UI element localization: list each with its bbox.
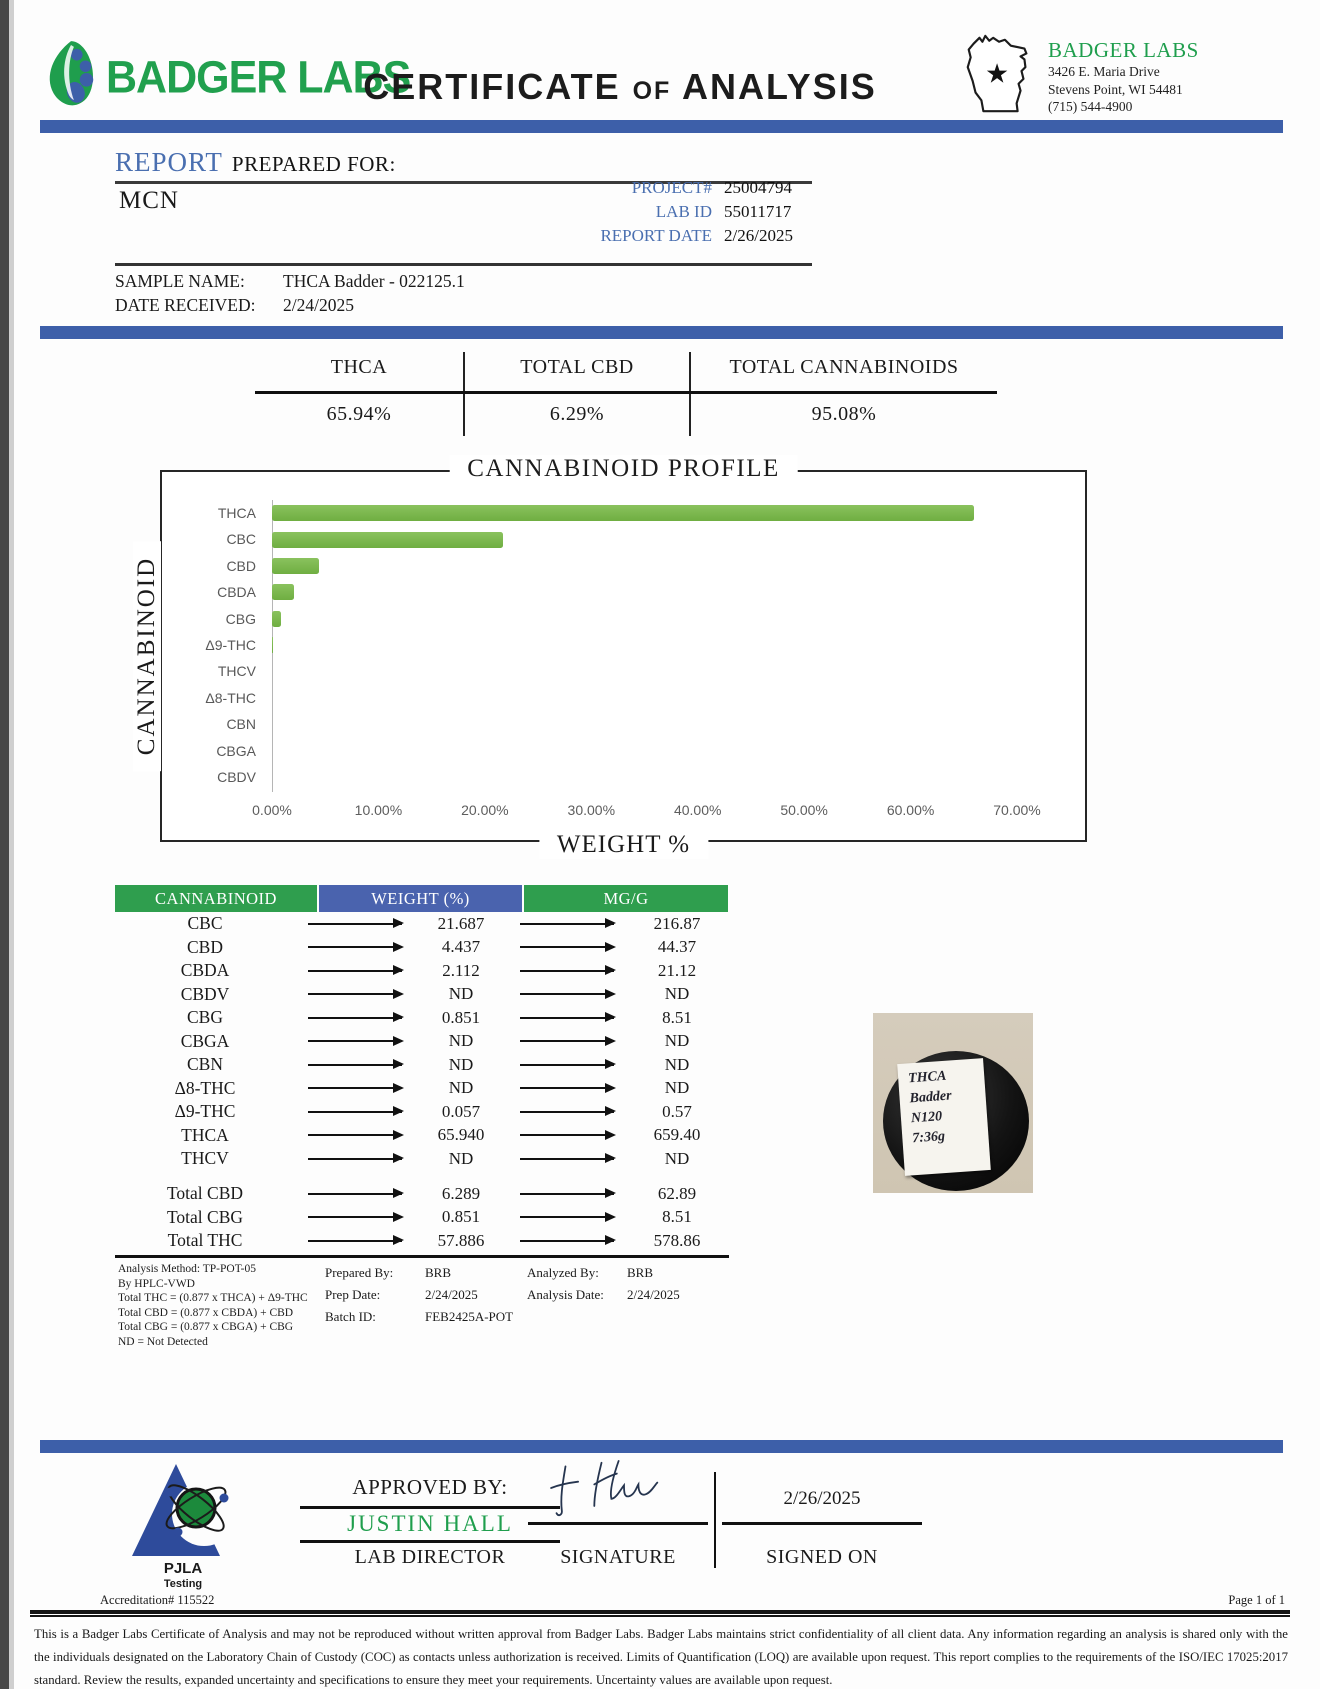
weight-percent-value: 21.687 — [437, 913, 485, 933]
arrow-cell — [295, 1158, 415, 1160]
results-header-cell: WEIGHT (%) — [319, 885, 522, 912]
prep-date-label: Prep Date: — [325, 1287, 381, 1302]
sample-name-value: THCA Badder - 022125.1 — [283, 271, 465, 291]
mg-per-g-value: 0.57 — [662, 1101, 692, 1121]
chart-x-tick-label: 20.00% — [461, 802, 509, 818]
report-heading-secondary: PREPARED FOR: — [231, 152, 396, 176]
table-row — [115, 1100, 727, 1124]
mg-per-g-value: 216.87 — [653, 913, 701, 933]
analyte-name: Total CBD — [166, 1183, 244, 1204]
method-note-line: Total CBG = (0.877 x CBGA) + CBG — [118, 1321, 294, 1333]
arrow-icon — [308, 1040, 402, 1042]
analyte-name: CBG — [187, 1007, 223, 1028]
mg-per-g-value: ND — [664, 1054, 690, 1074]
arrow-cell — [507, 993, 627, 995]
cannabinoid-profile-chart — [133, 455, 1087, 858]
chart-x-tick-label: 70.00% — [993, 802, 1041, 818]
rule-under-approver-name — [300, 1540, 560, 1543]
arrow-cell — [507, 1087, 627, 1089]
report-meta-label: REPORT DATE — [600, 226, 712, 245]
arrow-cell — [507, 1240, 627, 1242]
signature-label: SIGNATURE — [560, 1546, 676, 1568]
analyte-name: Total THC — [167, 1230, 243, 1251]
arrow-icon — [308, 1240, 402, 1242]
chart-bar-row — [272, 632, 1017, 658]
chart-y-axis-label: CANNABINOID — [133, 541, 161, 771]
summary-values-row — [255, 394, 997, 436]
mg-per-g-value: 578.86 — [653, 1230, 701, 1250]
jar-label-line: THCA — [907, 1068, 947, 1087]
batch-id-row — [325, 1306, 525, 1328]
chart-x-ticks — [252, 802, 1041, 820]
signed-on-label: SIGNED ON — [766, 1546, 878, 1568]
chart-bar — [272, 584, 294, 600]
mg-per-g-value: 62.89 — [657, 1183, 697, 1203]
weight-percent-value: ND — [448, 1078, 474, 1098]
pjla-org-text: PJLA — [163, 1560, 203, 1577]
approver-name: JUSTIN HALL — [347, 1511, 513, 1536]
rule-under-results-table — [115, 1255, 729, 1258]
mg-per-g-value: 21.12 — [657, 960, 697, 980]
divider-bar-middle — [40, 326, 1283, 339]
prepared-by-label: Prepared By: — [325, 1265, 394, 1280]
analyzed-by-value: BRB — [627, 1265, 654, 1280]
arrow-icon — [520, 1216, 614, 1218]
page-number: Page 1 of 1 — [1228, 1593, 1285, 1607]
chart-title: CANNABINOID PROFILE — [449, 455, 798, 483]
results-table-header — [115, 885, 727, 912]
analyte-name: CBDA — [180, 960, 230, 981]
arrow-icon — [308, 970, 402, 972]
chart-x-tick-label: 0.00% — [252, 802, 292, 818]
analyte-name: CBN — [187, 1054, 223, 1075]
weight-percent-value: ND — [448, 984, 474, 1004]
arrow-icon — [520, 1017, 614, 1019]
arrow-icon — [520, 923, 614, 925]
report-meta-label: PROJECT# — [631, 178, 712, 197]
approved-by-label: APPROVED BY: — [352, 1475, 508, 1499]
lab-address-block — [1048, 38, 1288, 116]
accreditation-number: Accreditation# 115522 — [100, 1593, 215, 1607]
summary-header-row — [255, 352, 997, 394]
lab-address-line2: Stevens Point, WI 54481 — [1048, 81, 1183, 97]
signature-date-divider — [714, 1472, 716, 1568]
arrow-icon — [308, 923, 402, 925]
table-row — [115, 983, 727, 1007]
analyte-name: CBGA — [180, 1030, 230, 1051]
chart-category-label: CBGA — [216, 742, 256, 759]
jar-label-line: 7:36g — [911, 1128, 946, 1147]
arrow-icon — [520, 1158, 614, 1160]
weight-percent-value: 57.886 — [437, 1230, 485, 1250]
table-row — [115, 936, 727, 960]
table-row — [115, 1124, 727, 1148]
analyte-name: CBD — [187, 936, 223, 957]
chart-bar — [272, 558, 319, 574]
analyzed-by-label: Analyzed By: — [527, 1265, 599, 1280]
divider-bar-top — [40, 120, 1283, 133]
analyte-name: Δ8-THC — [174, 1077, 236, 1098]
chart-bar-row — [272, 606, 1017, 632]
table-row — [115, 1182, 727, 1206]
arrow-cell — [295, 1216, 415, 1218]
arrow-icon — [520, 1240, 614, 1242]
table-row — [115, 1006, 727, 1030]
weight-percent-value: 2.112 — [442, 960, 480, 980]
arrow-icon — [308, 993, 402, 995]
client-name: MCN — [119, 187, 179, 214]
analyte-name: CBDV — [180, 983, 230, 1004]
sample-name-row — [115, 271, 815, 295]
arrow-cell — [507, 1111, 627, 1113]
chart-category-label: Δ8-THC — [205, 689, 256, 706]
report-meta-value: 25004794 — [724, 178, 792, 197]
arrow-cell — [295, 1111, 415, 1113]
arrow-cell — [295, 993, 415, 995]
weight-percent-value: 4.437 — [441, 937, 481, 957]
arrow-icon — [308, 946, 402, 948]
sample-photo — [873, 1013, 1033, 1193]
jar-label-line: Badder — [909, 1088, 953, 1107]
arrow-cell — [295, 923, 415, 925]
report-meta-value: 2/26/2025 — [724, 226, 793, 245]
chart-bar-row — [272, 500, 1017, 526]
chart-bar — [272, 532, 503, 548]
chart-bar-row — [272, 658, 1017, 684]
approver-title: LAB DIRECTOR — [354, 1546, 506, 1568]
prep-date-row — [325, 1284, 525, 1306]
arrow-cell — [507, 1064, 627, 1066]
analyte-name: THCV — [181, 1148, 229, 1169]
arrow-icon — [308, 1134, 402, 1136]
badger-labs-logo-text: BADGER LABS — [106, 52, 411, 103]
chart-bar-row — [272, 526, 1017, 552]
arrow-icon — [308, 1064, 402, 1066]
analysis-info-block — [527, 1262, 757, 1306]
signature-handwriting — [520, 1452, 710, 1524]
arrow-icon — [520, 1040, 614, 1042]
wisconsin-state-icon — [956, 30, 1044, 118]
mg-per-g-value: 44.37 — [657, 937, 697, 957]
chart-bar-row — [272, 553, 1017, 579]
analysis-date-value: 2/24/2025 — [627, 1287, 680, 1302]
badger-labs-leaf-logo-icon — [42, 38, 100, 110]
arrow-icon — [308, 1111, 402, 1113]
mg-per-g-value: ND — [664, 1078, 690, 1098]
chart-x-tick-label: 40.00% — [673, 802, 722, 818]
arrow-cell — [507, 923, 627, 925]
chart-category-labels — [162, 500, 270, 790]
results-table-body — [115, 912, 727, 1171]
arrow-icon — [308, 1017, 402, 1019]
summary-column-value: 95.08% — [811, 403, 877, 425]
arrow-cell — [507, 946, 627, 948]
arrow-icon — [308, 1087, 402, 1089]
report-meta-row — [540, 178, 980, 202]
method-note-line: ND = Not Detected — [118, 1335, 208, 1348]
analyte-name: THCA — [181, 1124, 229, 1145]
arrow-icon — [308, 1216, 402, 1218]
summary-column-value: 6.29% — [465, 394, 691, 436]
weight-percent-value: 0.851 — [441, 1207, 481, 1227]
page-title: CERTIFICATE of ANALYSIS — [363, 66, 877, 107]
arrow-cell — [295, 1040, 415, 1042]
chart-x-tick-label: 10.00% — [354, 802, 403, 818]
chart-bar — [272, 637, 273, 653]
table-row — [115, 1229, 727, 1253]
table-row — [115, 912, 727, 936]
arrow-cell — [295, 1193, 415, 1195]
analysis-date-row — [527, 1284, 757, 1306]
lab-name: BADGER LABS — [1048, 38, 1199, 62]
arrow-icon — [520, 1064, 614, 1066]
report-meta-fields — [540, 178, 980, 250]
report-heading-primary: REPORT — [115, 147, 223, 177]
footer-rule — [30, 1610, 1290, 1617]
chart-category-label: CBDA — [217, 584, 256, 601]
date-received-label: DATE RECEIVED: — [115, 295, 256, 315]
chart-x-axis-label: WEIGHT % — [539, 831, 708, 859]
chart-bar-row — [272, 738, 1017, 764]
chart-bar — [272, 611, 281, 627]
arrow-icon — [520, 970, 614, 972]
arrow-cell — [507, 1017, 627, 1019]
method-note-line: Analysis Method: TP-POT-05 — [118, 1263, 257, 1275]
arrow-cell — [295, 1064, 415, 1066]
chart-category-label: CBDV — [217, 768, 256, 785]
report-meta-row — [540, 226, 980, 250]
prepared-by-row — [325, 1262, 525, 1284]
pjla-testing-text: Testing — [163, 1578, 203, 1590]
arrow-cell — [295, 1017, 415, 1019]
arrow-cell — [507, 1216, 627, 1218]
sample-jar-handwritten-label — [897, 1058, 991, 1176]
batch-id-label: Batch ID: — [325, 1309, 376, 1324]
analysis-date-label: Analysis Date: — [527, 1287, 604, 1302]
weight-percent-value: 6.289 — [441, 1183, 481, 1203]
report-meta-label: LAB ID — [655, 202, 712, 221]
results-header-cell: CANNABINOID — [115, 885, 317, 912]
date-received-row — [115, 295, 815, 319]
lab-address-line1: 3426 E. Maria Drive — [1048, 64, 1160, 79]
table-row — [115, 959, 727, 983]
method-note-line: Total CBD = (0.877 x CBDA) + CBD — [118, 1306, 294, 1319]
arrow-cell — [507, 1134, 627, 1136]
report-meta-row — [540, 202, 980, 226]
report-heading — [115, 147, 396, 178]
arrow-cell — [507, 970, 627, 972]
chart-bar-row — [272, 685, 1017, 711]
arrow-icon — [308, 1158, 402, 1160]
chart-category-label: Δ9-THC — [205, 636, 256, 653]
summary-column-label: TOTAL CBD — [465, 352, 691, 391]
signed-on-date: 2/26/2025 — [783, 1488, 861, 1509]
method-note-line: By HPLC-VWD — [118, 1277, 195, 1290]
potency-summary-table — [255, 352, 997, 436]
scan-edge-artifact — [0, 0, 9, 1689]
table-row — [115, 1030, 727, 1054]
mg-per-g-value: 8.51 — [662, 1007, 692, 1027]
results-table-totals — [115, 1182, 727, 1253]
chart-x-tick-label: 60.00% — [886, 802, 935, 818]
arrow-cell — [507, 1193, 627, 1195]
weight-percent-value: 0.851 — [441, 1007, 481, 1027]
prepared-by-value: BRB — [425, 1265, 452, 1280]
weight-percent-value: 65.940 — [437, 1125, 485, 1145]
chart-category-label: CBD — [226, 557, 256, 574]
jar-label-line: N120 — [910, 1109, 943, 1127]
analyzed-by-row — [527, 1262, 757, 1284]
chart-bar — [272, 505, 974, 521]
table-row — [115, 1053, 727, 1077]
sample-info — [115, 271, 815, 319]
batch-id-value: FEB2425A-POT — [425, 1309, 514, 1324]
arrow-icon — [520, 1087, 614, 1089]
table-row — [115, 1077, 727, 1101]
weight-percent-value: ND — [448, 1054, 474, 1074]
mg-per-g-value: 659.40 — [653, 1125, 701, 1145]
mg-per-g-value: ND — [664, 1031, 690, 1051]
date-received-value: 2/24/2025 — [283, 295, 354, 315]
weight-percent-value: 0.057 — [441, 1101, 481, 1121]
chart-category-label: CBC — [226, 531, 256, 548]
lab-phone: (715) 544-4900 — [1048, 99, 1133, 114]
pjla-accreditation-logo-icon — [120, 1458, 248, 1562]
arrow-cell — [507, 1040, 627, 1042]
sample-name-label: SAMPLE NAME: — [115, 271, 245, 291]
chart-x-tick-label: 50.00% — [780, 802, 828, 818]
prep-date-value: 2/24/2025 — [425, 1287, 478, 1302]
table-row — [115, 1147, 727, 1171]
report-meta-value: 55011717 — [724, 202, 792, 221]
weight-percent-value: ND — [448, 1148, 474, 1168]
chart-bar-row — [272, 764, 1017, 790]
chart-category-label: THCV — [217, 663, 256, 680]
scan-edge-artifact-light — [9, 0, 14, 1689]
disclaimer-text: This is a Badger Labs Certificate of Analysis and may not be reproduced without written approval from Badger Labs. Badger Labs maintains strict confidentiality of all client data. Any information regarding an analysis is shared only with the the individuals designated on the Laboratory Chain of Custody (COC) as contacts unless authorization is received. Limits of Quantification (LOQ) are available upon request. This report complies to the requirements of the ISO/IEC 17025:2017 standard. Review the results, expanded uncertainty and specifications to ensure they meet your requirements. Uncertainty values are available upon request. — [34, 1627, 1288, 1687]
summary-column-value: 65.94% — [255, 394, 465, 436]
prep-info-block — [325, 1262, 525, 1328]
chart-x-tick-label: 30.00% — [567, 802, 616, 818]
analyte-name: CBC — [187, 913, 223, 934]
analyte-name: Δ9-THC — [174, 1101, 236, 1122]
rule-under-report-meta — [115, 263, 812, 266]
analyte-name: Total CBG — [166, 1206, 244, 1227]
arrow-cell — [295, 1134, 415, 1136]
arrow-icon — [520, 993, 614, 995]
summary-column-label: THCA — [255, 352, 465, 391]
chart-bar-row — [272, 711, 1017, 737]
chart-category-label: CBN — [226, 716, 256, 733]
summary-column-label: TOTAL CANNABINOIDS — [729, 356, 959, 378]
arrow-icon — [520, 1134, 614, 1136]
arrow-icon — [520, 1193, 614, 1195]
arrow-cell — [295, 970, 415, 972]
chart-category-label: THCA — [217, 505, 256, 521]
results-header-cell: MG/G — [524, 885, 728, 912]
rule-under-signature — [528, 1522, 708, 1525]
arrow-cell — [295, 1240, 415, 1242]
arrow-cell — [295, 1087, 415, 1089]
chart-bars — [272, 500, 1017, 790]
arrow-icon — [520, 946, 614, 948]
weight-percent-value: ND — [448, 1031, 474, 1051]
mg-per-g-value: ND — [664, 1148, 690, 1168]
arrow-cell — [507, 1158, 627, 1160]
rule-under-signed-date — [722, 1522, 922, 1525]
method-note-line: Total THC = (0.877 x THCA) + Δ9-THC — [118, 1292, 308, 1304]
chart-category-label: CBG — [225, 610, 256, 627]
mg-per-g-value: 8.51 — [662, 1207, 692, 1227]
arrow-icon — [308, 1193, 402, 1195]
table-row — [115, 1206, 727, 1230]
method-notes — [118, 1262, 328, 1349]
chart-bar-row — [272, 579, 1017, 605]
arrow-cell — [295, 946, 415, 948]
arrow-icon — [520, 1111, 614, 1113]
mg-per-g-value: ND — [664, 984, 690, 1004]
